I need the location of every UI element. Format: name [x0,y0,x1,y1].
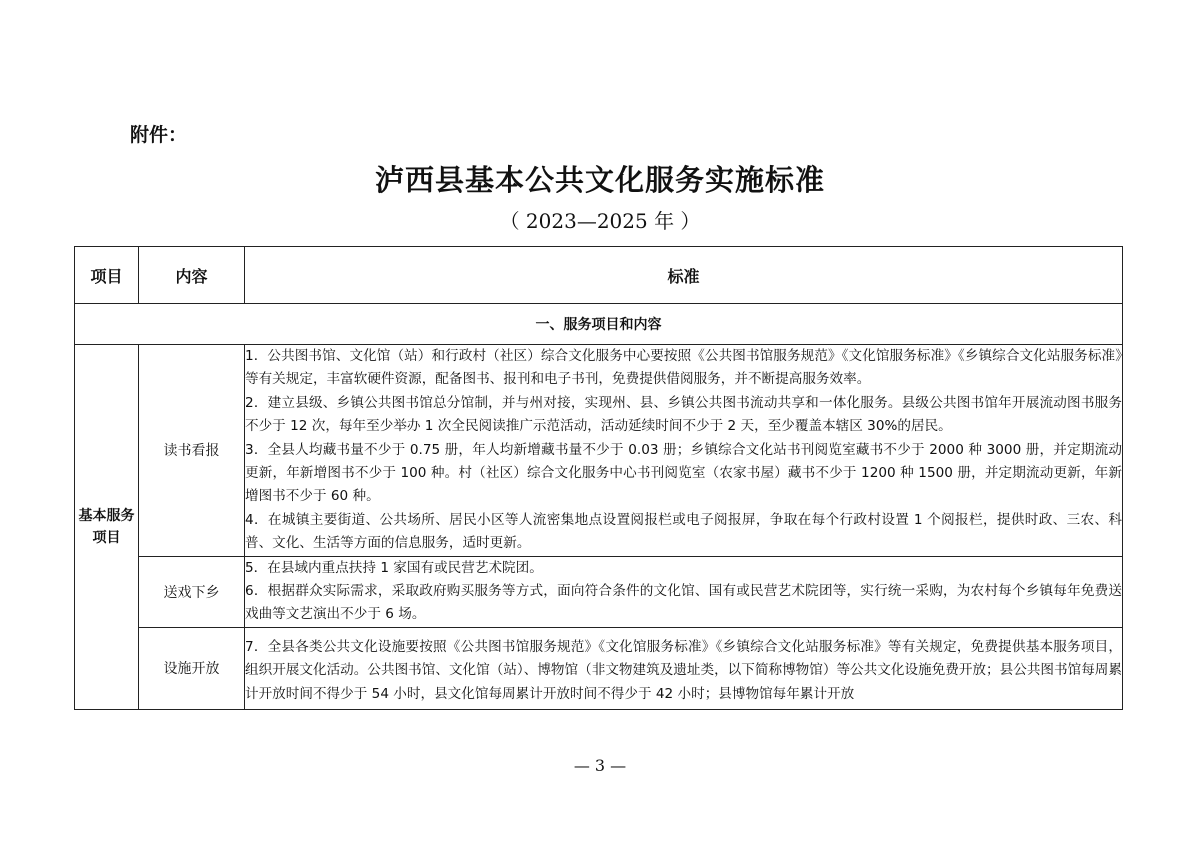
header-standard: 标准 [245,247,1123,304]
table-row [75,345,1123,557]
document-subtitle: （ 2023—2025 年 ） [499,209,701,233]
content-facilities: 设施开放 [139,627,245,709]
table-row [75,627,1123,709]
standard-cell [245,556,1123,627]
table-row [75,556,1123,627]
standard-item: 2．建立县级、乡镇公共图书馆总分馆制，并与州对接，实现州、县、乡镇公共图书流动共享和一体化服务。县级公共图书馆年开展流动图书服务不少于 12 次，每年至少举办 1 次全民阅读推广示范活动，活动延续时间不少于 2 天，至少覆盖本辖区 30%的居民。 [245,394,1122,435]
standard-cell [245,345,1123,557]
document-title: 泸西县基本公共文化服务实施标准 [374,163,825,197]
content-opera: 送戏下乡 [139,556,245,627]
header-content: 内容 [139,247,245,304]
standard-item: 7．全县各类公共文化设施要按照《公共图书馆服务规范》《文化馆服务标准》《乡镇综合文化站服务标准》等有关规定，免费提供基本服务项目，组织开展文化活动。公共图书馆、文化馆（站）、博物馆（非文物建筑及遗址类，以下简称博物馆）等公共文化设施免费开放；县公共图书馆每周累计开放时间不得少于 54 小时，县文化馆每周累计开放时间不得少于 42 小时；县博物馆每年累计开放 [245,638,1122,702]
standards-table [74,246,1123,710]
group-label: 基本服务项目 [75,345,139,710]
standard-item: 1．公共图书馆、文化馆（站）和行政村（社区）综合文化服务中心要按照《公共图书馆服务规范》《文化馆服务标准》《乡镇综合文化站服务标准》等有关规定，丰富软硬件资源，配备图书、报刊和电子书刊，免费提供借阅服务，并不断提高服务效率。 [245,348,1122,388]
attachment-label: 附件： [130,124,188,146]
section-row [75,304,1123,345]
standard-item: 6．根据群众实际需求，采取政府购买服务等方式，面向符合条件的文化馆、国有或民营艺术院团等，实行统一采购，为农村每个乡镇每年免费送戏曲等文艺演出不少于 6 场。 [245,583,1122,623]
section-title: 一、服务项目和内容 [75,304,1123,345]
standard-item: 3．全县人均藏书量不少于 0.75 册，年人均新增藏书量不少于 0.03 册；乡镇综合文化站书刊阅览室藏书不少于 2000 种 3000 册，并定期流动更新，年新增图书不少于 100 种。村（社区）综合文化服务中心书刊阅览室（农家书屋）藏书不少于 1200 种 1500 册，并定期流动更新，年新增图书不少于 60 种。 [245,441,1122,505]
content-reading: 读书看报 [139,345,245,557]
table-header-row [75,247,1123,304]
standard-cell [245,627,1123,709]
standard-item: 4．在城镇主要街道、公共场所、居民小区等人流密集地点设置阅报栏或电子阅报屏，争取在每个行政村设置 1 个阅报栏，提供时政、三农、科普、文化、生活等方面的信息服务，适时更新。 [245,511,1122,552]
standard-item: 5．在县域内重点扶持 1 家国有或民营艺术院团。 [245,559,543,576]
header-item: 项目 [75,247,139,304]
page-number: — 3 — [573,756,627,775]
